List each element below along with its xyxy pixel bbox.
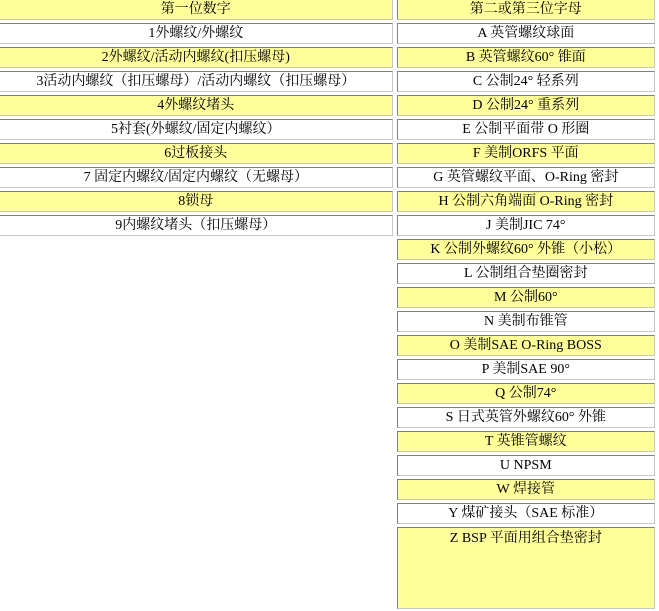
header-cell-letter: 第二或第三位字母 [397, 0, 655, 20]
letter-cell: E 公制平面带 O 形圈 [397, 119, 655, 140]
digit-cell: 9内螺纹堵头（扣压螺母） [0, 215, 393, 236]
letter-cell: W 焊接管 [397, 479, 655, 500]
digit-cell: 7 固定内螺纹/固定内螺纹（无螺母） [0, 167, 393, 188]
letter-cell: J 美制JIC 74° [397, 215, 655, 236]
letter-cell: D 公制24° 重系列 [397, 95, 655, 116]
letter-cell: Y 煤矿接头（SAE 标准） [397, 503, 655, 524]
letter-cell: Z BSP 平面用组合垫密封 [397, 527, 655, 609]
digit-cell: 6过板接头 [0, 143, 393, 164]
header-row [0, 0, 655, 20]
letter-cell: S 日式英管外螺纹60° 外锥 [397, 407, 655, 428]
table-row [0, 239, 655, 260]
letter-cell: K 公制外螺纹60° 外锥（小松） [397, 239, 655, 260]
digit-cell: 8锁母 [0, 191, 393, 212]
digit-cell: 5衬套(外螺纹/固定内螺纹） [0, 119, 393, 140]
letter-cell: M 公制60° [397, 287, 655, 308]
letter-cell: T 英锥管螺纹 [397, 431, 655, 452]
table-row [0, 167, 655, 188]
letter-cell: B 英管螺纹60° 锥面 [397, 47, 655, 68]
letter-cell: U NPSM [397, 455, 655, 476]
digit-cell: 1外螺纹/外螺纹 [0, 23, 393, 44]
letter-cell: F 美制ORFS 平面 [397, 143, 655, 164]
letter-cell: O 美制SAE O-Ring BOSS [397, 335, 655, 356]
table-row [0, 215, 655, 236]
letter-cell: A 英管螺纹球面 [397, 23, 655, 44]
digit-cell: 4外螺纹堵头 [0, 95, 393, 116]
table-row [0, 191, 655, 212]
table-row [0, 47, 655, 68]
letter-cell: N 美制布锥管 [397, 311, 655, 332]
table-row [0, 119, 655, 140]
table-row [0, 23, 655, 44]
letter-cell: C 公制24° 轻系列 [397, 71, 655, 92]
table-row [0, 95, 655, 116]
letter-cell: L 公制组合垫圈密封 [397, 263, 655, 284]
table-row [0, 143, 655, 164]
digit-cell: 3活动内螺纹（扣压螺母）/活动内螺纹（扣压螺母） [0, 71, 393, 92]
header-cell-first-digit: 第一位数字 [0, 0, 393, 20]
table-row [0, 71, 655, 92]
empty-left-region [0, 239, 393, 609]
letter-cell: H 公制六角端面 O-Ring 密封 [397, 191, 655, 212]
letter-cell: P 美制SAE 90° [397, 359, 655, 380]
letter-cell: G 英管螺纹平面、O-Ring 密封 [397, 167, 655, 188]
digit-cell: 2外螺纹/活动内螺纹(扣压螺母) [0, 47, 393, 68]
letter-cell: Q 公制74° [397, 383, 655, 404]
